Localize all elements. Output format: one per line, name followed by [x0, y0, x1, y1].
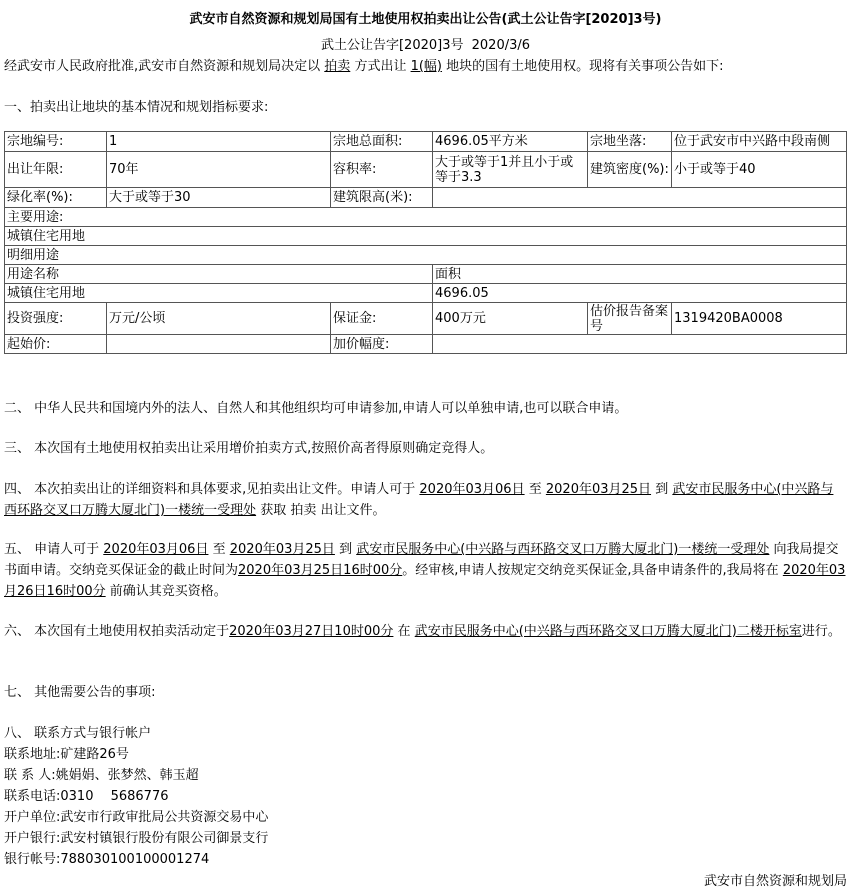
para-text: 四、 本次拍卖出让的详细资料和具体要求,见拍卖出让文件。申请人可于	[4, 482, 416, 497]
table-row	[5, 188, 847, 208]
area-value: 4696.05	[433, 284, 847, 303]
table-cell: 大于或等于1并且小于或等于3.3	[433, 152, 588, 188]
table-cell: 1	[107, 132, 331, 152]
para-text: 到	[339, 542, 353, 557]
auction-time: 2020年03月27日10时00分	[229, 624, 394, 639]
table-cell	[433, 335, 847, 354]
table-cell: 400万元	[433, 303, 588, 335]
intro-text-post: 地块的国有土地使用权。现将有关事项公告如下:	[446, 59, 724, 74]
main-use-label: 主要用途:	[5, 208, 847, 227]
section-6-paragraph	[4, 621, 846, 642]
intro-text: 经武安市人民政府批准,武安市自然资源和规划局决定以	[4, 59, 321, 74]
table-cell: 宗地总面积:	[331, 132, 433, 152]
section-3-paragraph: 三、 本次国有土地使用权拍卖出让采用增价拍卖方式,按照价高者得原则确定竞得人。	[4, 441, 494, 456]
start-date: 2020年03月06日	[103, 542, 209, 557]
para-text: 五、 申请人可于	[4, 542, 100, 557]
contact-heading: 八、 联系方式与银行帐户	[4, 726, 152, 741]
para-text: 进行。	[801, 624, 841, 639]
issuer-signature: 武安市自然资源和规划局	[703, 874, 847, 889]
para-text: 到	[655, 482, 669, 497]
table-cell: 70年	[107, 152, 331, 188]
table-cell: 1319420BA0008	[672, 303, 847, 335]
para-text: 六、 本次国有土地使用权拍卖活动定于	[4, 624, 230, 639]
table-cell: 绿化率(%):	[5, 188, 107, 208]
end-date: 2020年03月25日	[229, 542, 335, 557]
para-text: 向我局提交书面申请。交纳竞买保证金的截止时间为	[4, 542, 839, 578]
table-cell: 容积率:	[331, 152, 433, 188]
table-row	[5, 303, 847, 335]
section-7-paragraph: 七、 其他需要公告的事项:	[4, 685, 156, 700]
table-row	[5, 284, 847, 303]
table-cell: 位于武安市中兴路中段南侧	[672, 132, 847, 152]
table-cell	[433, 188, 847, 208]
contact-people: 联 系 人:姚娟娟、张梦然、韩玉超	[4, 768, 199, 783]
document-number: 武土公让告字[2020]3号	[320, 38, 464, 53]
confirm-time: 2020年03月26日16时00分	[4, 563, 846, 599]
table-cell: 建筑限高(米):	[331, 188, 433, 208]
table-cell: 投资强度:	[5, 303, 107, 335]
para-text: 至	[528, 482, 542, 497]
account-unit: 开户单位:武安市行政审批局公共资源交易中心	[4, 810, 269, 825]
para-text: 在	[397, 624, 411, 639]
table-cell: 小于或等于40	[672, 152, 847, 188]
intro-text-mid: 方式出让	[354, 59, 407, 74]
para-text: 。经审核,申请人按规定交纳竞买保证金,具备申请条件的,我局将在	[402, 563, 779, 578]
table-row	[5, 152, 847, 188]
notice-subtitle	[0, 34, 851, 53]
parcel-info-table	[4, 131, 847, 354]
intro-method: 拍卖	[324, 59, 351, 74]
area-header: 面积	[433, 265, 847, 284]
table-row	[5, 246, 847, 265]
intro-count: 1(幅)	[410, 59, 443, 74]
main-use-value: 城镇住宅用地	[5, 227, 847, 246]
section-4-paragraph	[4, 479, 846, 521]
table-row	[5, 335, 847, 354]
table-cell: 建筑密度(%):	[588, 152, 672, 188]
contact-phone: 联系电话:0310 5686776	[4, 789, 169, 804]
contact-address: 联系地址:矿建路26号	[4, 747, 129, 762]
detail-use-label: 明细用途	[5, 246, 847, 265]
para-text: 前确认其竞买资格。	[109, 584, 227, 599]
table-row	[5, 265, 847, 284]
para-text: 至	[212, 542, 226, 557]
table-cell: 加价幅度:	[331, 335, 433, 354]
deposit-deadline: 2020年03月25日16时00分	[238, 563, 403, 578]
table-cell: 大于或等于30	[107, 188, 331, 208]
table-cell: 宗地坐落:	[588, 132, 672, 152]
table-cell: 出让年限:	[5, 152, 107, 188]
table-cell: 4696.05平方米	[433, 132, 588, 152]
table-cell: 起始价:	[5, 335, 107, 354]
use-name-value: 城镇住宅用地	[5, 284, 433, 303]
table-row	[5, 132, 847, 152]
start-date: 2020年03月06日	[419, 482, 525, 497]
table-cell: 估价报告备案号	[588, 303, 672, 335]
para-text: 获取 拍卖 出让文件。	[260, 503, 386, 518]
account-number: 银行帐号:788030100100001274	[4, 852, 210, 867]
section-1-heading: 一、拍卖出让地块的基本情况和规划指标要求:	[4, 100, 269, 115]
table-cell	[107, 335, 331, 354]
use-name-header: 用途名称	[5, 265, 433, 284]
publish-date: 2020/3/6	[471, 38, 531, 53]
section-5-paragraph	[4, 539, 846, 602]
table-cell: 万元/公顷	[107, 303, 331, 335]
table-cell: 保证金:	[331, 303, 433, 335]
section-2-paragraph: 二、 中华人民共和国境内外的法人、自然人和其他组织均可申请参加,申请人可以单独申请,也可以联合申请。	[4, 401, 628, 416]
service-location: 武安市民服务中心(中兴路与西环路交叉口万腾大厦北门)一楼统一受理处	[4, 482, 834, 518]
intro-paragraph	[4, 55, 724, 74]
end-date: 2020年03月25日	[545, 482, 652, 497]
table-row	[5, 227, 847, 246]
service-location: 武安市民服务中心(中兴路与西环路交叉口万腾大厦北门)一楼统一受理处	[356, 542, 770, 557]
contact-section	[4, 723, 846, 870]
table-row	[5, 208, 847, 227]
account-bank: 开户银行:武安村镇银行股份有限公司御景支行	[4, 831, 269, 846]
table-cell: 宗地编号:	[5, 132, 107, 152]
notice-title: 武安市自然资源和规划局国有土地使用权拍卖出让公告(武土公让告字[2020]3号)	[189, 12, 662, 27]
auction-location: 武安市民服务中心(中兴路与西环路交叉口万腾大厦北门)二楼开标室	[414, 624, 802, 639]
